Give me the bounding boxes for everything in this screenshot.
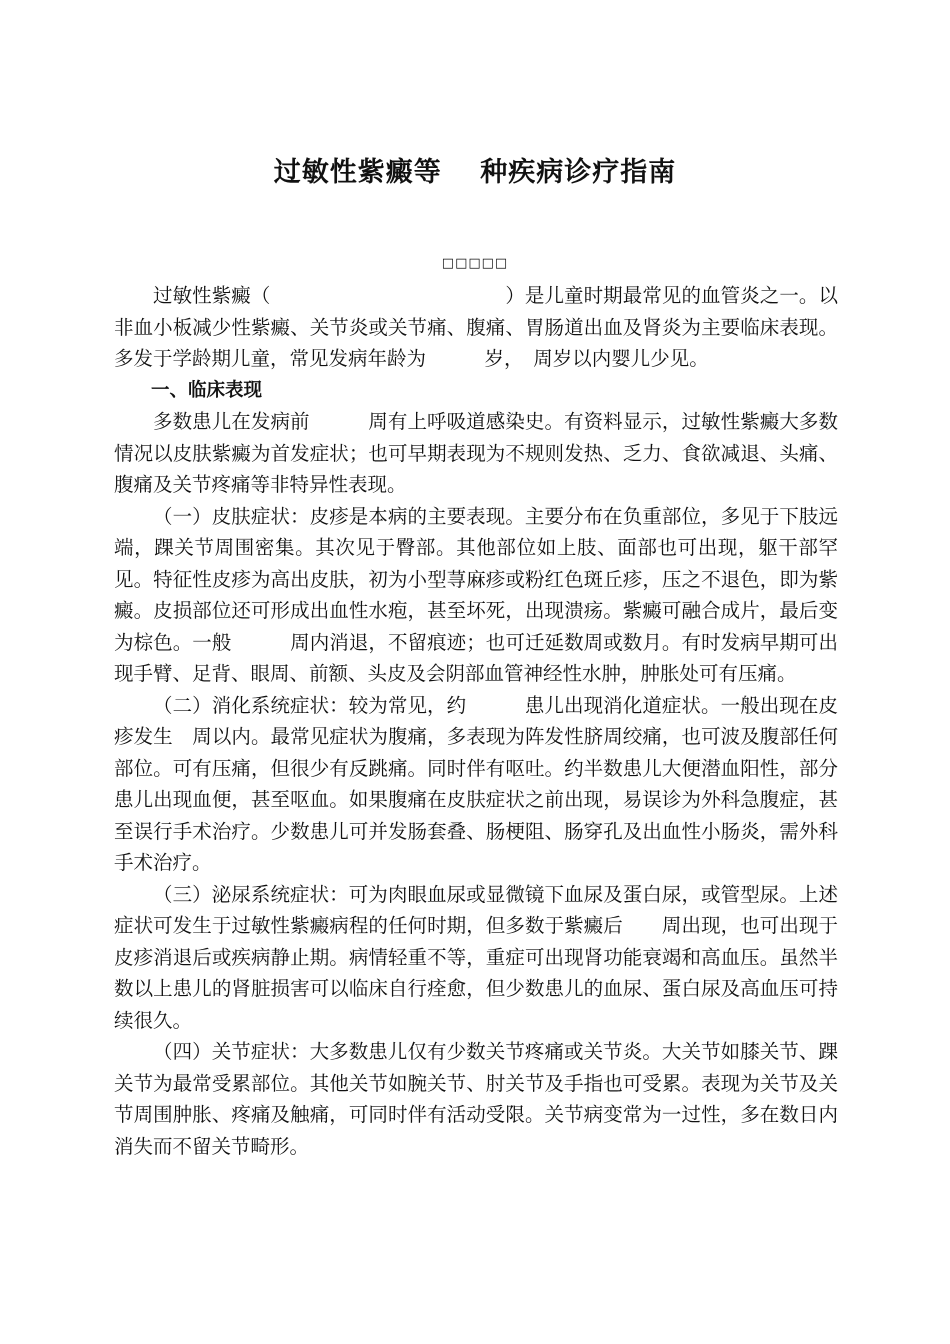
digestive-symptoms-paragraph: （二）消化系统症状：较为常见，约 患儿出现消化道症状。一般出现在皮疹发生 周以内。最常见症状为腹痛，多表现为阵发性脐周绞痛，也可波及腹部任何部位。可有压痛，但很少有反跳痛。同时伴有呕吐。约半数患儿大便潜血阳性，部分患儿出现血便，甚至呕血。如果腹痛在皮肤症状之前出现，易误诊为外科急腹症，甚至误行手术治疗。少数患儿可并发肠套叠、肠梗阻、肠穿孔及出血性小肠炎，需外科手术治疗。	[114, 693, 838, 874]
intro-paragraph: 过敏性紫癜（ ）是儿童时期最常见的血管炎之一。以非血小板减少性紫癜、关节炎或关节痛、腹痛、胃肠道出血及肾炎为主要临床表现。多发于学龄期儿童，常见发病年龄为 岁， 周岁以内婴儿少见。	[114, 284, 838, 370]
urinary-symptoms-paragraph: （三）泌尿系统症状：可为肉眼血尿或显微镜下血尿及蛋白尿，或管型尿。上述症状可发生于过敏性紫癜病程的任何时期，但多数于紫癜后 周出现，也可出现于皮疹消退后或疾病静止期。病情轻重不等，重症可出现肾功能衰竭和高血压。虽然半数以上患儿的肾脏损害可以临床自行痊愈，但少数患儿的血尿、蛋白尿及高血压可持续很久。	[114, 882, 838, 1032]
clinical-overview-paragraph: 多数患儿在发病前 周有上呼吸道感染史。有资料显示，过敏性紫癜大多数情况以皮肤紫癜为首发症状；也可早期表现为不规则发热、乏力、食欲减退、头痛、腹痛及关节疼痛等非特异性表现。	[114, 410, 838, 496]
skin-symptoms-paragraph: （一）皮肤症状：皮疹是本病的主要表现。主要分布在负重部位，多见于下肢远端，踝关节周围密集。其次见于臀部。其他部位如上肢、面部也可出现，躯干部罕见。特征性皮疹为高出皮肤，初为小型荨麻疹或粉红色斑丘疹，压之不退色，即为紫癜。皮损部位还可形成出血性水疱，甚至坏死，出现溃疡。紫癜可融合成片，最后变为棕色。一般 周内消退，不留痕迹；也可迁延数周或数月。有时发病早期可出现手臂、足背、眼周、前额、头皮及会阴部血管神经性水肿，肿胀处可有压痛。	[114, 504, 838, 685]
document-body	[114, 280, 838, 1162]
joint-symptoms-paragraph: （四）关节症状：大多数患儿仅有少数关节疼痛或关节炎。大关节如膝关节、踝关节为最常受累部位。其他关节如腕关节、肘关节及手指也可受累。表现为关节及关节周围肿胀、疼痛及触痛，可同时伴有活动受限。关节病变常为一过性，多在数日内消失而不留关节畸形。	[114, 1040, 838, 1158]
section-heading-clinical: 一、临床表现	[151, 379, 263, 401]
document-subtitle: □□□□□	[441, 256, 509, 271]
document-title: 过敏性紫癜等 种疾病诊疗指南	[273, 157, 677, 188]
